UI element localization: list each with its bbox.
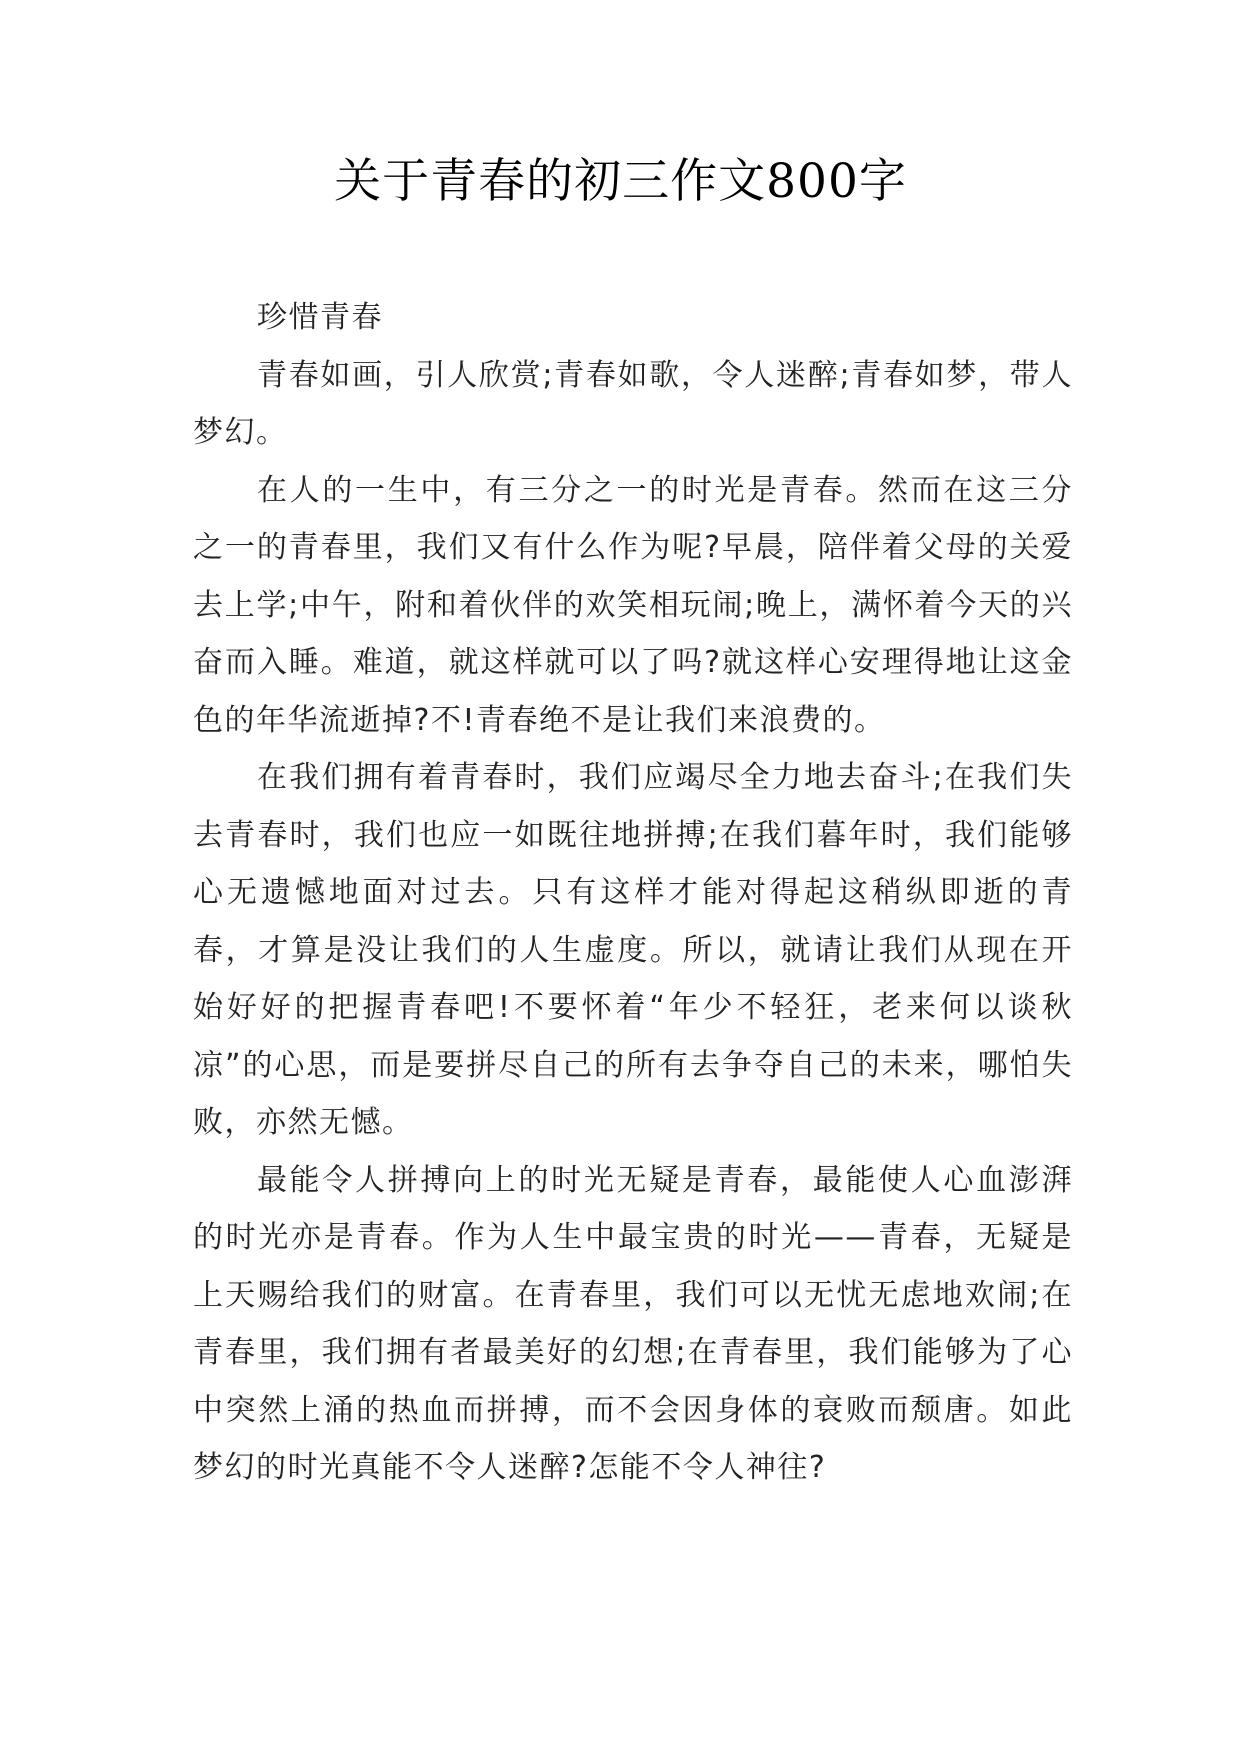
body-paragraph: 在人的一生中，有三分之一的时光是青春。然而在这三分之一的青春里，我们又有什么作为呢?早晨，陪伴着父母的关爱去上学;中午，附和着伙伴的欢笑相玩闹;晚上，满怀着今天的兴奋而入睡。难道，就这样就可以了吗?就这样心安理得地让这金色的年华流逝掉?不!青春绝不是让我们来浪费的。	[193, 472, 1073, 738]
document-title: 关于青春的初三作文800字	[334, 154, 907, 209]
body-paragraph: 最能令人拼搏向上的时光无疑是青春，最能使人心血澎湃的时光亦是青春。作为人生中最宝贵的时光——青春，无疑是上天赐给我们的财富。在青春里，我们可以无忧无虑地欢闹;在青春里，我们拥有者最美好的幻想;在青春里，我们能够为了心中突然上涌的热血而拼搏，而不会因身体的衰败而颓唐。如此梦幻的时光真能不令人迷醉?怎能不令人神往?	[193, 1162, 1073, 1485]
subtitle-paragraph: 珍惜青春	[257, 300, 383, 335]
body-paragraph: 青春如画，引人欣赏;青春如歌，令人迷醉;青春如梦，带人梦幻。	[193, 357, 1073, 450]
body-paragraph: 在我们拥有着青春时，我们应竭尽全力地去奋斗;在我们失去青春时，我们也应一如既往地拼搏;在我们暮年时，我们能够心无遗憾地面对过去。只有这样才能对得起这稍纵即逝的青春，才算是没让我们的人生虚度。所以，就请让我们从现在开始好好的把握青春吧!不要怀着“年少不轻狂，老来何以谈秋凉”的心思，而是要拼尽自己的所有去争夺自己的未来，哪怕失败，亦然无憾。	[193, 760, 1073, 1140]
document-body	[193, 289, 1073, 1497]
